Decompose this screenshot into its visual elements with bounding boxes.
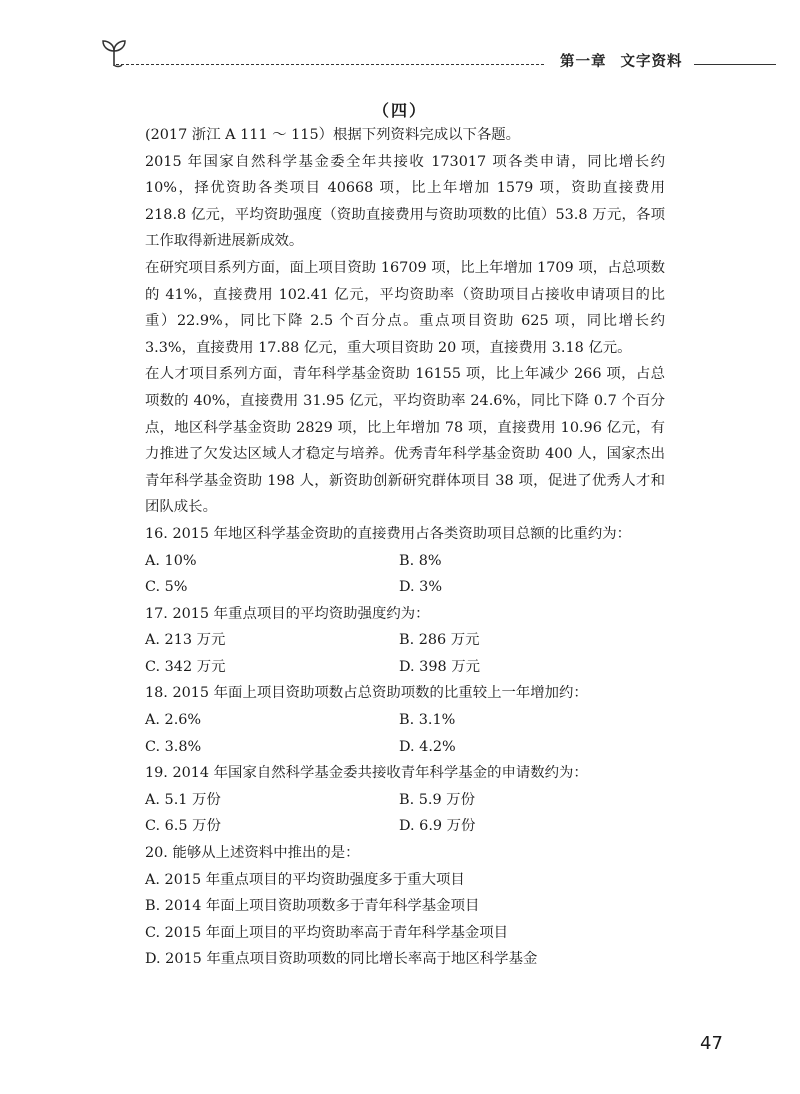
option-a[interactable]: A. 10% (145, 552, 197, 569)
option-row (145, 548, 665, 575)
source-line: (2017 浙江 A 111 ～ 115）根据下列资料完成以下各题。 (145, 127, 521, 143)
option-b[interactable]: B. 8% (399, 552, 442, 569)
option-row (145, 627, 665, 654)
option-b[interactable]: B. 286 万元 (399, 632, 480, 649)
option-c[interactable]: C. 6.5 万份 (145, 818, 221, 835)
question-stem: 20. 能够从上述资料中推出的是： (145, 845, 360, 862)
page-number: 47 (700, 1033, 723, 1054)
question-stem: 19. 2014 年国家自然科学基金委共接收青年科学基金的申请数约为： (145, 765, 588, 782)
option-a[interactable]: A. 213 万元 (145, 632, 226, 649)
option-d[interactable]: D. 3% (399, 579, 443, 596)
chapter-label: 第一章 (560, 54, 607, 70)
option-d[interactable]: D. 398 万元 (399, 658, 480, 675)
section-title: （四） (372, 101, 427, 120)
option-d[interactable]: D. 4.2% (399, 738, 456, 755)
header-rule-left (116, 64, 544, 65)
question-17 (145, 601, 665, 681)
option-a[interactable]: A. 5.1 万份 (145, 791, 221, 808)
question-19 (145, 760, 665, 840)
option-row (145, 787, 665, 814)
question-stem: 18. 2015 年面上项目资助项数占总资助项数的比重较上一年增加约： (145, 685, 588, 702)
option-b[interactable]: B. 3.1% (399, 712, 456, 729)
option-c[interactable]: C. 5% (145, 579, 188, 596)
option-row (145, 813, 665, 840)
option-b[interactable]: B. 5.9 万份 (399, 791, 475, 808)
option-c[interactable]: C. 342 万元 (145, 658, 226, 675)
section-label: 文字资料 (620, 54, 683, 70)
paragraph-1: 2015 年国家自然科学基金委全年共接收 173017 项各类申请，同比增长约 10%，择优资助各类项目 40668 项，比上年增加 1579 项，资助直接费用 218.8 亿元，平均资助强度（资助直接费用与资助项数的比值）53.8 万元，各项工作取得新进展新成效。 (145, 153, 665, 250)
option-row (145, 654, 665, 681)
option-row (145, 734, 665, 761)
question-stem: 17. 2015 年重点项目的平均资助强度约为： (145, 605, 430, 622)
question-stem: 16. 2015 年地区科学基金资助的直接费用占各类资助项目总额的比重约为： (145, 525, 631, 542)
paragraph-3: 在人才项目系列方面，青年科学基金资助 16155 项，比上年减少 266 项，占总项数的 40%，直接费用 31.95 亿元，平均资助率 24.6%，同比下降 0.7 个百分点，地区科学基金资助 2829 项，比上年增加 78 项，直接费用 10.96 亿元，有力推进了欠发达区域人才稳定与培养。优秀青年科学基金资助 400 人，国家杰出青年科学基金资助 198 人，新资助创新研究群体项目 38 项，促进了优秀人才和团队成长。 (145, 366, 665, 516)
question-16 (145, 521, 665, 601)
option-row (145, 574, 665, 601)
option-d[interactable]: D. 2015 年重点项目资助项数的同比增长率高于地区科学基金 (145, 951, 538, 968)
option-a[interactable]: A. 2015 年重点项目的平均资助强度多于重大项目 (145, 871, 465, 888)
option-b[interactable]: B. 2014 年面上项目资助项数多于青年科学基金项目 (145, 898, 480, 915)
option-c[interactable]: C. 3.8% (145, 738, 202, 755)
option-a[interactable]: A. 2.6% (145, 712, 202, 729)
header-rule-right (694, 64, 776, 65)
option-row (145, 707, 665, 734)
page-header (98, 36, 778, 76)
chapter-title (560, 50, 683, 71)
option-c[interactable]: C. 2015 年面上项目的平均资助率高于青年科学基金项目 (145, 924, 509, 941)
question-20 (145, 840, 665, 973)
page-content (145, 122, 665, 973)
paragraph-2: 在研究项目系列方面，面上项目资助 16709 项，比上年增加 1709 项，占总项数的 41%，直接费用 102.41 亿元，平均资助率（资助项目占接收申请项目的比重）22.9%，同比下降 2.5 个百分点。重点项目资助 625 项，同比增长约 3.3%，直接费用 17.88 亿元，重大项目资助 20 项，直接费用 3.18 亿元。 (145, 259, 665, 356)
option-d[interactable]: D. 6.9 万份 (399, 818, 476, 835)
question-18 (145, 680, 665, 760)
